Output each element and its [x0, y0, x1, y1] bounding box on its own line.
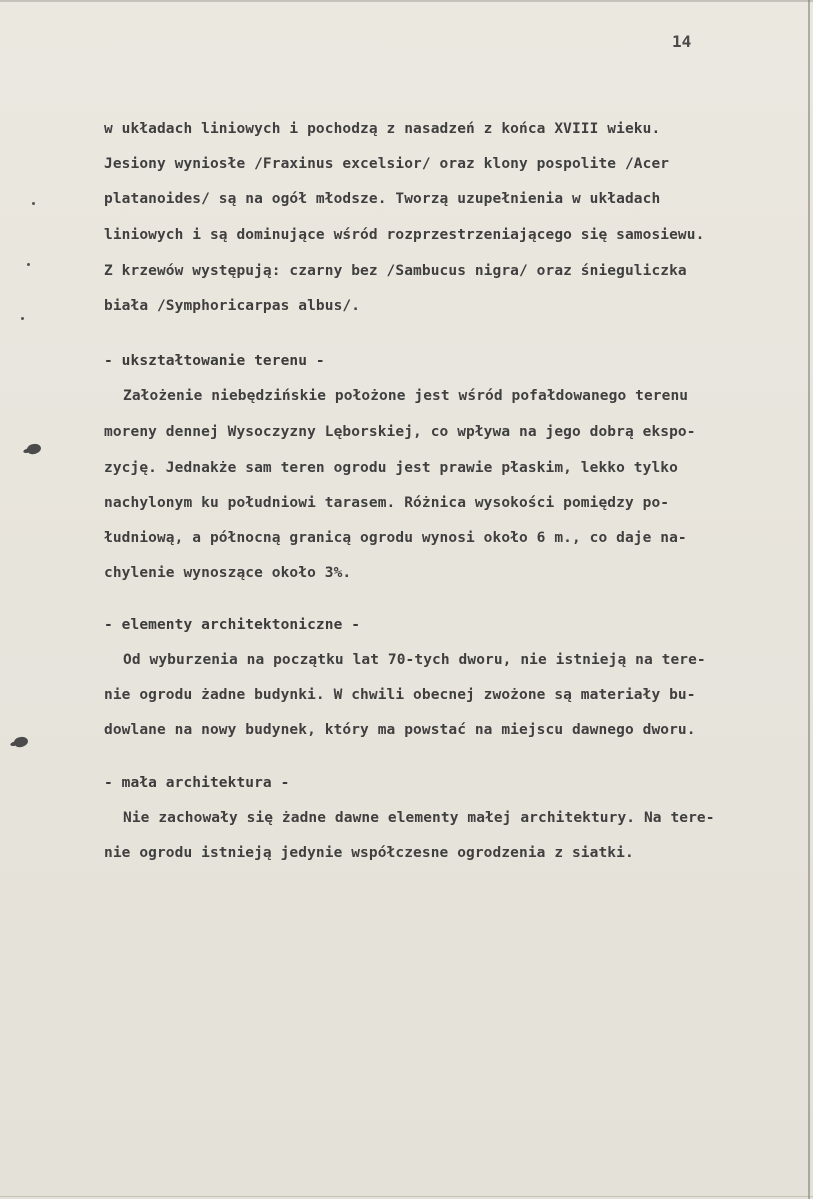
- text-line: Jesiony wyniosłe /Fraxinus excelsior/ oraz klony pospolite /Acer: [104, 156, 670, 172]
- text-line: liniowych i są dominujące wśród rozprzestrzeniającego się samosiewu.: [104, 227, 705, 243]
- page-top-edge: [0, 0, 813, 2]
- text-line: zycję. Jednakże sam teren ogrodu jest prawie płaskim, lekko tylko: [104, 460, 678, 476]
- text-line: w układach liniowych i pochodzą z nasadzeń z końca XVIII wieku.: [104, 121, 661, 137]
- page-bottom-edge: [0, 1196, 813, 1197]
- binder-hole: [13, 735, 29, 748]
- text-line: platanoides/ są na ogół młodsze. Tworzą uzupełnienia w układach: [104, 191, 661, 207]
- text-line: nachylonym ku południowi tarasem. Różnica wysokości pomiędzy po-: [104, 495, 670, 511]
- text-line: łudniową, a północną granicą ogrodu wynosi około 6 m., co daje na-: [104, 530, 687, 546]
- section-heading-architecture: - elementy architektoniczne -: [104, 617, 361, 633]
- section-heading-small-architecture: - mała architektura -: [104, 775, 290, 791]
- text-line: Od wyburzenia na początku lat 70-tych dworu, nie istnieją na tere-: [123, 652, 706, 668]
- text-line: Założenie niebędzińskie położone jest wśród pofałdowanego terenu: [123, 388, 689, 404]
- text-line: Z krzewów występują: czarny bez /Sambucus nigra/ oraz śnieguliczka: [104, 263, 687, 279]
- punch-mark: [21, 317, 24, 320]
- section-heading-terrain: - ukształtowanie terenu -: [104, 353, 325, 369]
- text-line: nie ogrodu żadne budynki. W chwili obecnej zwożone są materiały bu-: [104, 687, 696, 703]
- text-line: dowlane na nowy budynek, który ma powstać na miejscu dawnego dworu.: [104, 722, 696, 738]
- punch-mark: [32, 202, 35, 205]
- text-line: Nie zachowały się żadne dawne elementy małej architektury. Na tere-: [123, 810, 715, 826]
- text-line: moreny dennej Wysoczyzny Lęborskiej, co wpływa na jego dobrą ekspo-: [104, 424, 696, 440]
- text-line: biała /Symphoricarpas albus/.: [104, 298, 361, 314]
- page-right-edge: [808, 0, 810, 1199]
- binder-hole: [26, 442, 42, 455]
- text-line: chylenie wynoszące około 3%.: [104, 565, 352, 581]
- punch-mark: [27, 263, 30, 266]
- text-line: nie ogrodu istnieją jedynie współczesne ogrodzenia z siatki.: [104, 845, 634, 861]
- page-number: 14: [672, 32, 692, 51]
